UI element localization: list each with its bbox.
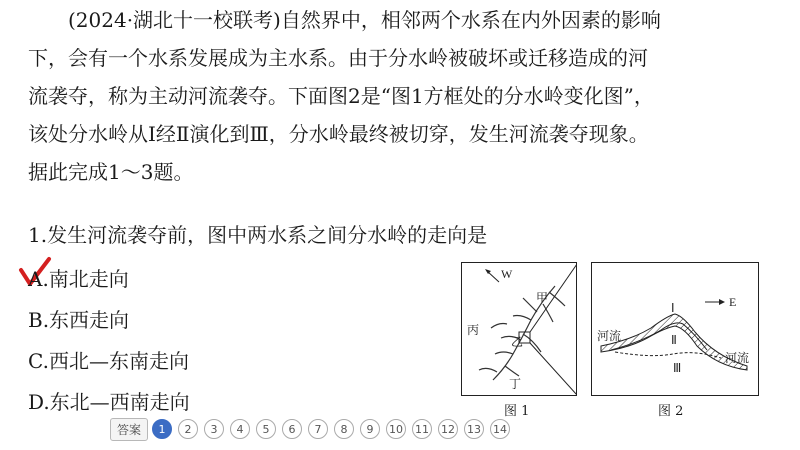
figure-1-caption: 图 1	[504, 404, 530, 419]
fig2-label-e: E	[729, 295, 737, 309]
intro-line: 据此完成1～3题。	[28, 160, 194, 184]
question-number-list	[152, 419, 510, 439]
intro-line: 该处分水岭从Ⅰ经Ⅱ演化到Ⅲ，分水岭最终被切穿，发生河流袭夺现象。	[28, 122, 649, 146]
fig2-label-river-left: 河流	[597, 329, 622, 343]
intro-line: 流袭夺，称为主动河流袭夺。下面图2是“图1方框处的分水岭变化图”，	[28, 84, 654, 108]
intro-line: (2024·湖北十一校联考)自然界中，相邻两个水系在内外因素的影响	[28, 8, 661, 32]
fig2-label-iii: Ⅲ	[673, 361, 682, 375]
intro-paragraph	[28, 6, 778, 187]
option-a[interactable]: A.南北走向	[28, 267, 129, 291]
fig1-label-yi: 乙	[511, 335, 524, 349]
question-number-button[interactable]: 1	[152, 419, 172, 439]
figure-2	[591, 262, 759, 396]
answer-nav	[110, 416, 510, 442]
question-number-button[interactable]: 12	[438, 419, 458, 439]
answer-label[interactable]: 答案	[110, 418, 148, 441]
question-number-button[interactable]: 8	[334, 419, 354, 439]
question-number-button[interactable]: 7	[308, 419, 328, 439]
question-number-button[interactable]: 14	[490, 419, 510, 439]
fig1-label-bing: 丙	[467, 323, 480, 337]
option-d[interactable]: D.东北—西南走向	[28, 390, 190, 414]
figure-2-caption: 图 2	[658, 404, 684, 419]
fig2-label-river-right: 河流	[725, 351, 750, 365]
question-number-button[interactable]: 9	[360, 419, 380, 439]
question-number-button[interactable]: 5	[256, 419, 276, 439]
question-number-button[interactable]: 6	[282, 419, 302, 439]
fig1-label-jia: 甲	[536, 291, 549, 305]
question-number-button[interactable]: 4	[230, 419, 250, 439]
question-number-button[interactable]: 2	[178, 419, 198, 439]
fig1-label-ding: 丁	[509, 377, 522, 391]
intro-line: 下，会有一个水系发展成为主水系。由于分水岭被破坏或迁移造成的河	[28, 46, 648, 70]
question-number-button[interactable]: 13	[464, 419, 484, 439]
option-b[interactable]: B.东西走向	[28, 308, 130, 332]
option-c[interactable]: C.西北—东南走向	[28, 349, 189, 373]
fig2-label-ii: Ⅱ	[671, 333, 677, 347]
fig1-label-w: W	[501, 267, 513, 281]
question-number-button[interactable]: 10	[386, 419, 406, 439]
question-number-button[interactable]: 3	[204, 419, 224, 439]
question-text: 1.发生河流袭夺前，图中两水系之间分水岭的走向是	[28, 223, 488, 247]
fig2-label-i: Ⅰ	[671, 301, 675, 315]
question-number-button[interactable]: 11	[412, 419, 432, 439]
figure-1	[461, 262, 577, 396]
